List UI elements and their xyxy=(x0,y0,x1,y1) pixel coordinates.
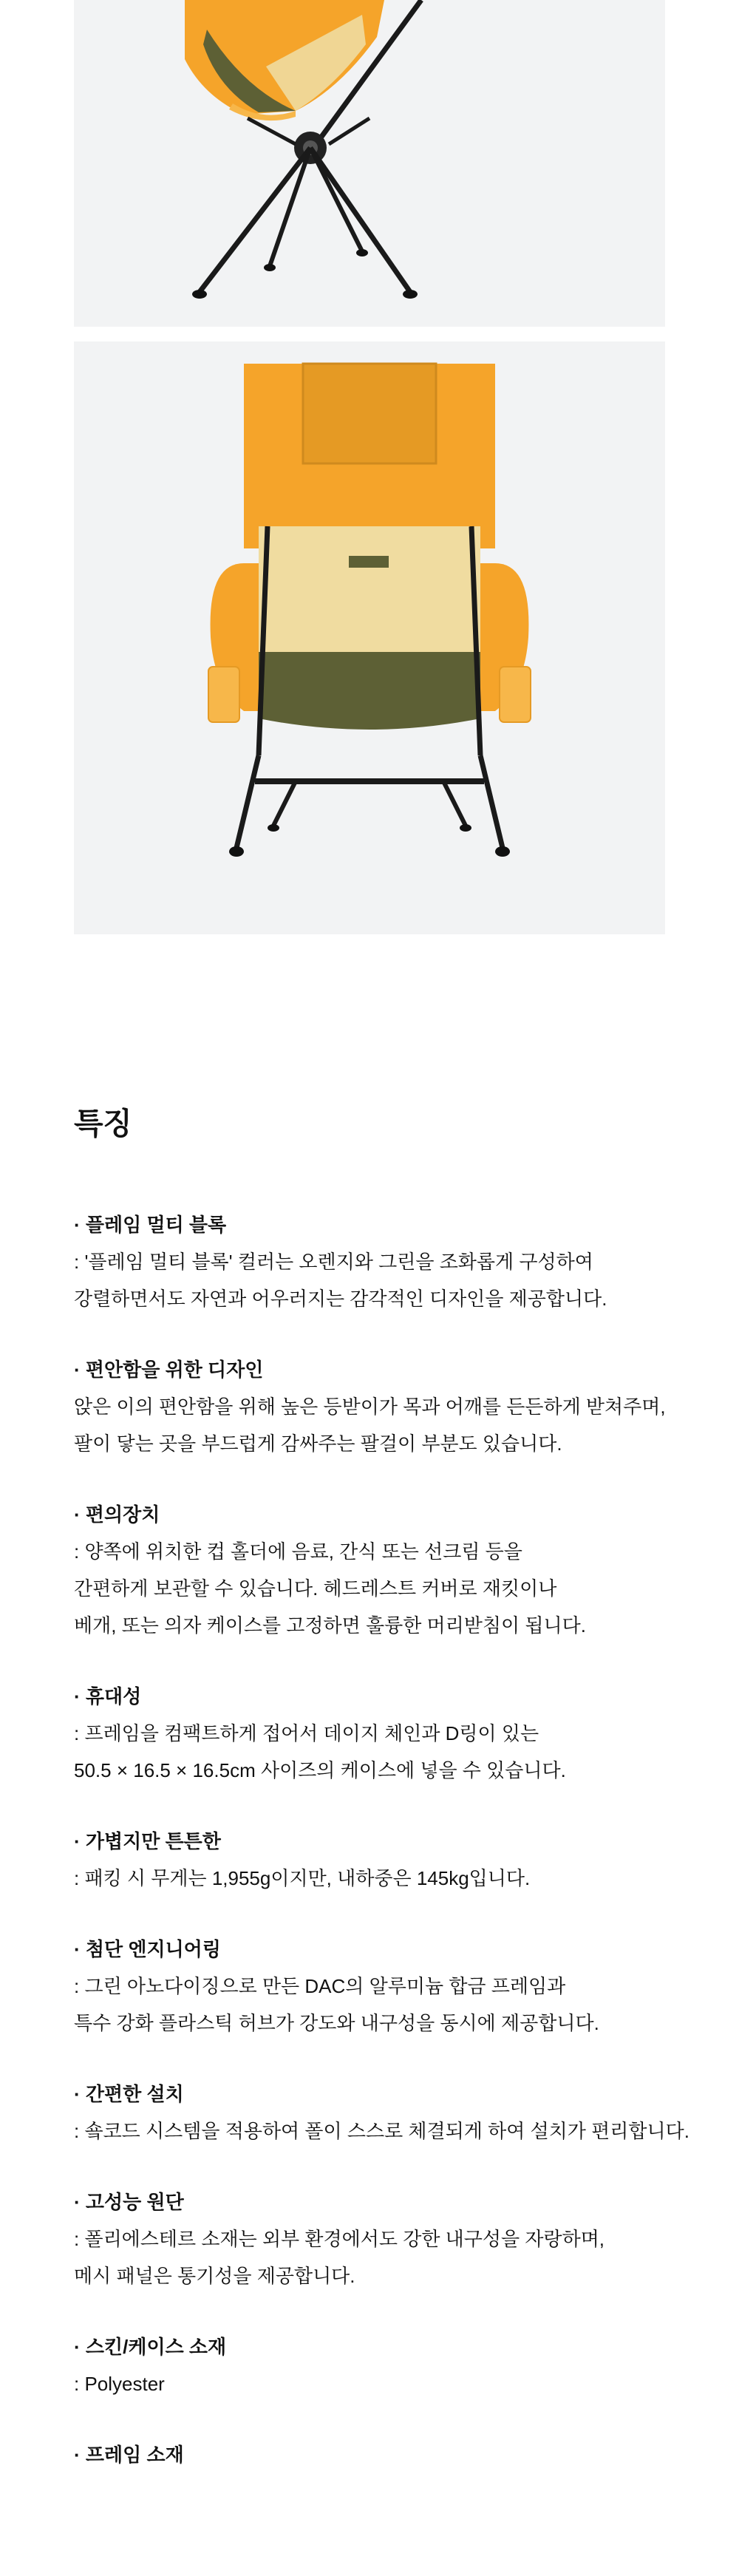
feature-heading: · 가볍지만 튼튼한 xyxy=(74,1830,221,1852)
features-section xyxy=(74,1109,709,2507)
feature-description-line: : Polyester xyxy=(74,2373,165,2395)
product-image-side xyxy=(74,0,665,327)
feature-description-line: 팔이 닿는 곳을 부드럽게 감싸주는 팔걸이 부분도 있습니다. xyxy=(74,1433,562,1455)
feature-item xyxy=(74,1678,709,1789)
chair-back-illustration xyxy=(74,341,665,934)
feature-heading: · 간편한 설치 xyxy=(74,2083,184,2105)
feature-item xyxy=(74,1931,709,2042)
feature-description-line: 간편하게 보관할 수 있습니다. 헤드레스트 커버로 재킷이나 xyxy=(74,1577,557,1600)
feature-description-line: 앉은 이의 편안함을 위해 높은 등받이가 목과 어깨를 든든하게 받쳐주며, xyxy=(74,1396,666,1418)
feature-heading: · 첨단 엔지니어링 xyxy=(74,1938,221,1960)
feature-heading: · 플레임 멀티 블록 xyxy=(74,1214,227,1236)
product-image-back xyxy=(74,341,665,934)
features-title: 특징 xyxy=(74,1107,132,1141)
feature-item xyxy=(74,1496,709,1644)
feature-heading: · 휴대성 xyxy=(74,1685,142,1707)
feature-item xyxy=(74,2184,709,2294)
feature-item xyxy=(74,1206,709,1317)
feature-description-line: : 그린 아노다이징으로 만든 DAC의 알루미늄 합금 프레임과 xyxy=(74,1975,566,1997)
feature-item xyxy=(74,2436,709,2473)
feature-description-line: 특수 강화 플라스틱 허브가 강도와 내구성을 동시에 제공합니다. xyxy=(74,2012,599,2034)
feature-item xyxy=(74,1351,709,1462)
feature-heading: · 편의장치 xyxy=(74,1503,160,1526)
feature-description-line: : 프레임을 컴팩트하게 접어서 데이지 체인과 D링이 있는 xyxy=(74,1722,539,1744)
feature-description-line: 메시 패널은 통기성을 제공합니다. xyxy=(74,2265,355,2287)
feature-heading: · 고성능 원단 xyxy=(74,2191,184,2213)
feature-description-line: : 양쪽에 위치한 컵 홀더에 음료, 간식 또는 선크림 등을 xyxy=(74,1540,522,1563)
feature-heading: · 프레임 소재 xyxy=(74,2444,184,2466)
feature-item xyxy=(74,1823,709,1897)
feature-item xyxy=(74,2076,709,2150)
feature-description-line: : 패킹 시 무게는 1,955g이지만, 내하중은 145kg입니다. xyxy=(74,1867,531,1889)
feature-description-line: 베개, 또는 의자 케이스를 고정하면 훌륭한 머리받침이 됩니다. xyxy=(74,1614,586,1637)
feature-description-line: : 숔코드 시스템을 적용하여 폴이 스스로 체결되게 하여 설치가 편리합니다. xyxy=(74,2120,689,2142)
chair-side-illustration xyxy=(74,0,665,327)
feature-heading: · 편안함을 위한 디자인 xyxy=(74,1359,264,1381)
feature-description-line: : '플레임 멀티 블록' 컬러는 오렌지와 그린을 조화롭게 구성하여 xyxy=(74,1251,593,1273)
feature-description-line: 50.5 × 16.5 × 16.5cm 사이즈의 케이스에 넣을 수 있습니다. xyxy=(74,1759,566,1781)
feature-description-line: 강렬하면서도 자연과 어우러지는 감각적인 디자인을 제공합니다. xyxy=(74,1288,607,1310)
feature-description-line: : 폴리에스테르 소재는 외부 환경에서도 강한 내구성을 자랑하며, xyxy=(74,2228,605,2250)
feature-item xyxy=(74,2328,709,2402)
feature-list xyxy=(74,1206,709,2473)
feature-heading: · 스킨/케이스 소재 xyxy=(74,2336,227,2358)
